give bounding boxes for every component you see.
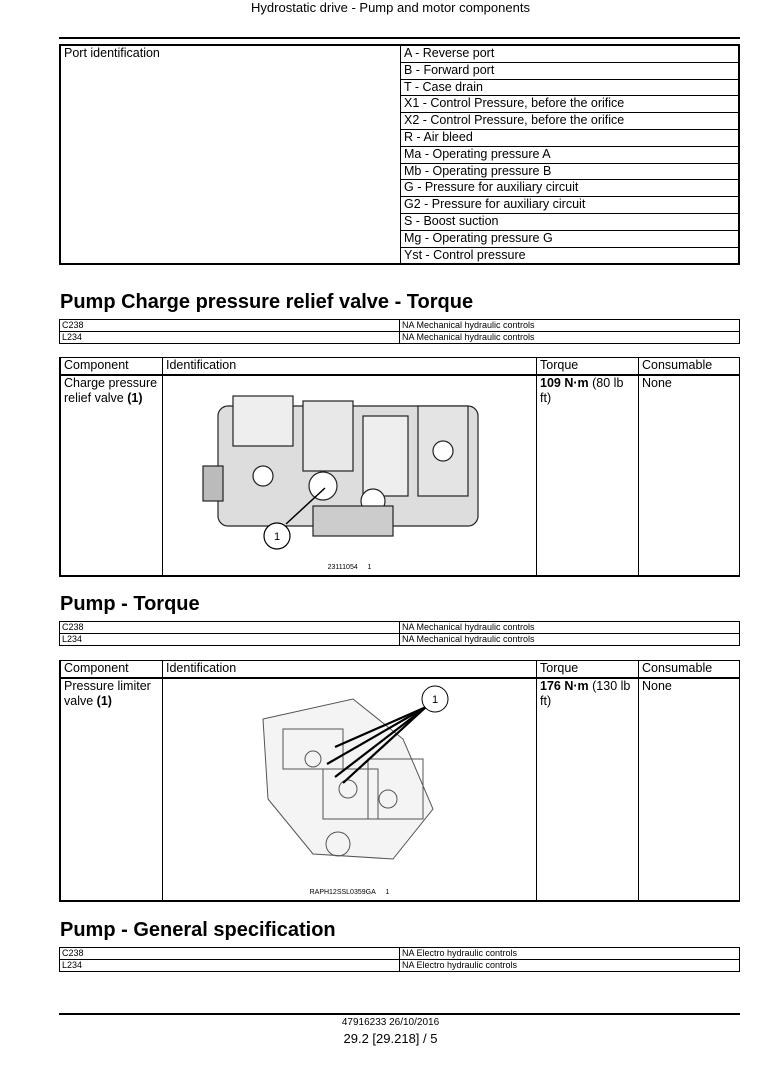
consumable: None [639,678,740,901]
port-item: Mg - Operating pressure G [401,230,740,247]
running-header: Hydrostatic drive - Pump and motor components [251,0,530,15]
port-item: S - Boost suction [401,213,740,230]
callout-number: 1 [431,694,439,706]
control-type: NA Electro hydraulic controls [400,960,740,972]
col-header: Component [60,358,163,376]
torque-value: 176 N·m [540,679,589,693]
section-title: Pump - Torque [60,593,200,615]
pressure-limiter-pump-illustration [163,679,530,881]
port-item: Ma - Operating pressure A [401,146,740,163]
model: L234 [60,332,400,344]
control-type: NA Mechanical hydraulic controls [400,320,740,332]
torque-imperial: (130 lb ft) [540,679,631,708]
control-type: NA Mechanical hydraulic controls [400,634,740,646]
col-header: Component [60,661,163,679]
model: C238 [60,622,400,634]
component-name: Charge pressure relief valve [64,376,158,405]
model-table [59,319,740,344]
port-item: Yst - Control pressure [401,247,740,264]
header-rule [59,37,740,39]
figure-id: 23111054 [327,564,358,571]
port-item: R - Air bleed [401,129,740,146]
figure-num: 1 [367,564,372,571]
control-type: NA Mechanical hydraulic controls [400,622,740,634]
component-ref: (1) [96,694,112,708]
model-table [59,947,740,972]
port-item: G - Pressure for auxiliary circuit [401,180,740,197]
document-number: 47916233 26/10/2016 [341,1017,440,1028]
port-item: X2 - Control Pressure, before the orifice [401,113,740,130]
torque-value: 109 N·m [540,376,589,390]
consumable: None [639,375,740,576]
torque-imperial: (80 lb ft) [540,376,624,405]
col-header: Torque [537,661,639,679]
port-identification-table [59,44,740,265]
figure-id: RAPH12SSL0359GA [309,889,376,896]
section-title: Pump - General specification [60,919,336,941]
charge-valve-pump-illustration [163,376,530,556]
col-header: Consumable [639,358,740,376]
model: L234 [60,960,400,972]
section-title: Pump Charge pressure relief valve - Torque [60,291,474,313]
model: C238 [60,948,400,960]
port-row [60,45,739,62]
footer-rule [59,1013,740,1015]
col-header: Consumable [639,661,740,679]
model: C238 [60,320,400,332]
port-item: G2 - Pressure for auxiliary circuit [401,197,740,214]
port-item: A - Reverse port [401,45,740,62]
figure-num: 1 [385,889,390,896]
control-type: NA Electro hydraulic controls [400,948,740,960]
port-item: B - Forward port [401,62,740,79]
callout-number: 1 [273,531,281,543]
port-item: Mb - Operating pressure B [401,163,740,180]
model: L234 [60,634,400,646]
control-type: NA Mechanical hydraulic controls [400,332,740,344]
component-ref: (1) [127,391,143,405]
model-table [59,621,740,646]
port-item: T - Case drain [401,79,740,96]
component-table [59,660,740,902]
page-number: 29.2 [29.218] / 5 [343,1031,438,1046]
col-header: Identification [163,661,537,679]
port-item: X1 - Control Pressure, before the orifice [401,96,740,113]
port-identification-label: Port identification [60,45,401,264]
component-name: Pressure limiter valve [64,679,151,708]
col-header: Identification [163,358,537,376]
component-table [59,357,740,577]
col-header: Torque [537,358,639,376]
